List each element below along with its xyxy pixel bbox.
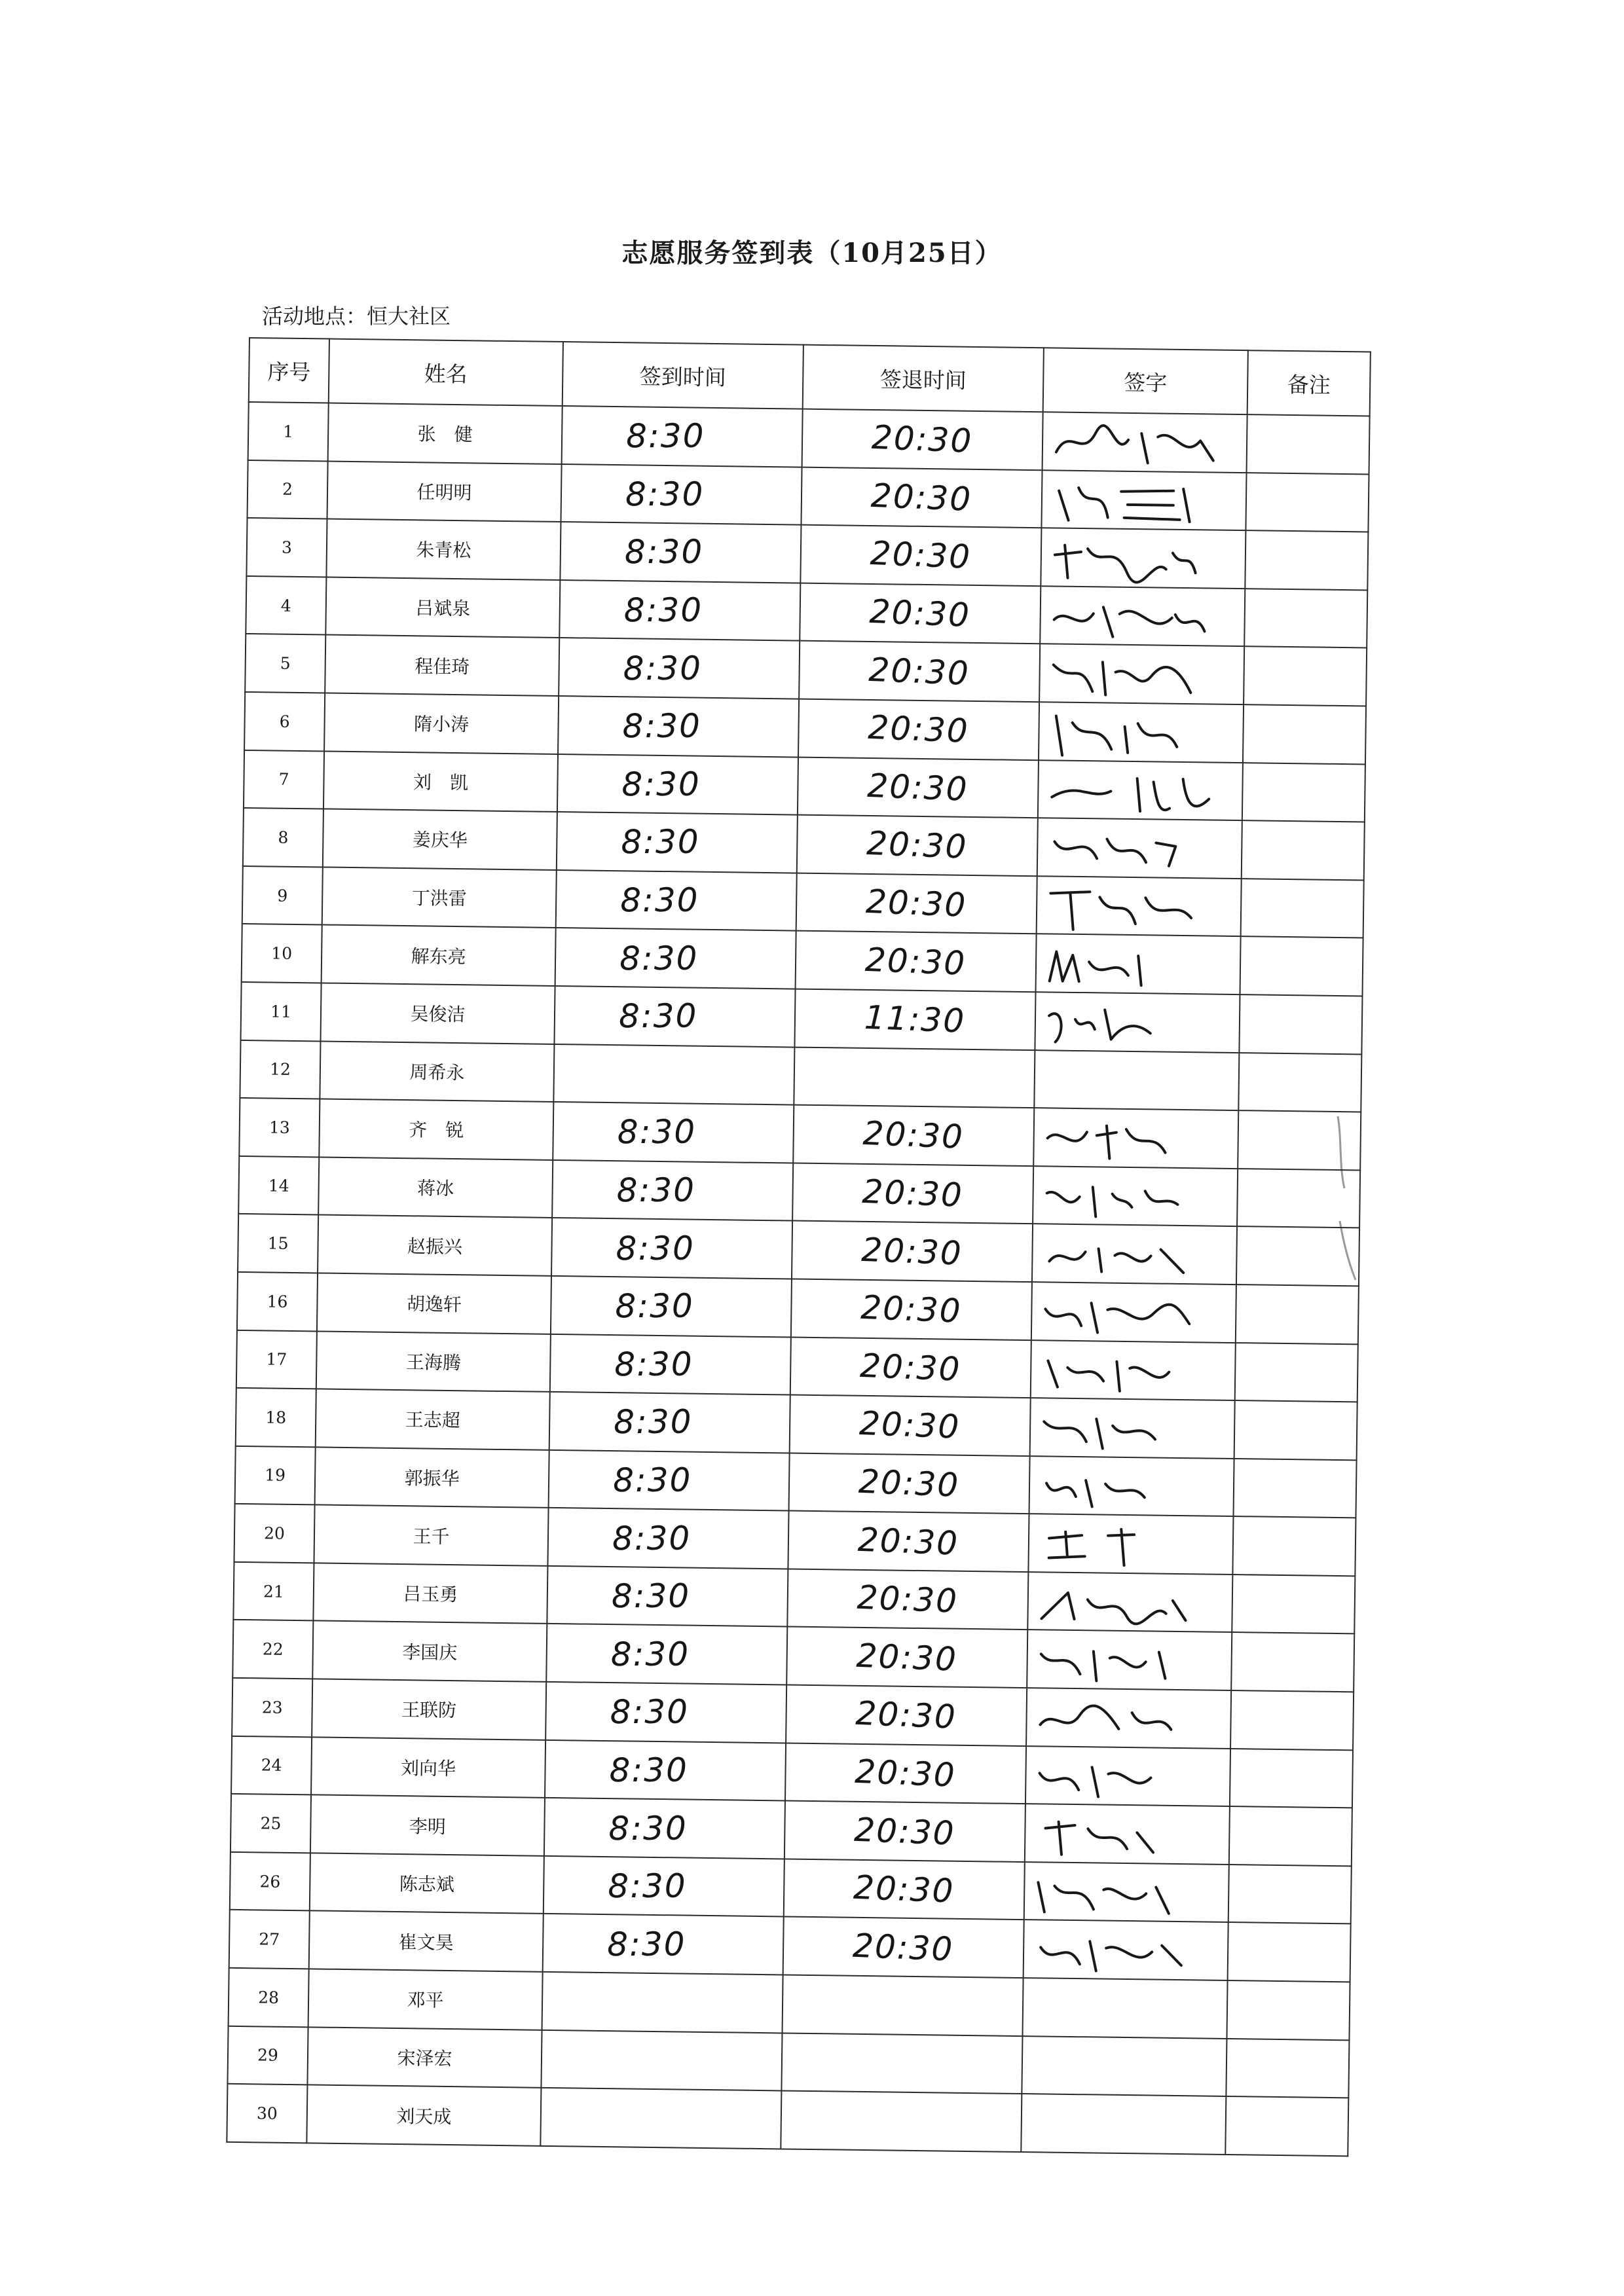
sign-in-cell xyxy=(549,1392,790,1453)
signature-cell xyxy=(1037,818,1242,879)
remark-cell xyxy=(1232,1516,1356,1576)
sign-in-cell xyxy=(544,1798,785,1859)
signature-cell xyxy=(1034,1050,1239,1111)
sign-in-cell xyxy=(545,1740,786,1801)
handwritten-signature xyxy=(1031,1399,1234,1458)
sign-in-cell xyxy=(549,1450,790,1511)
handwritten-signature xyxy=(1041,587,1244,646)
sign-in-time: 8:30 xyxy=(613,1461,692,1500)
remark-cell xyxy=(1240,936,1363,996)
sign-out-time: 20:30 xyxy=(867,708,970,751)
sign-in-cell xyxy=(560,522,801,583)
volunteer-name: 邓平 xyxy=(308,1969,543,2030)
volunteer-name: 胡逸轩 xyxy=(317,1273,551,1334)
sign-in-cell xyxy=(541,2030,782,2090)
sign-out-cell xyxy=(785,1743,1026,1804)
row-number: 20 xyxy=(234,1504,314,1563)
sign-in-time: 8:30 xyxy=(615,1286,695,1326)
sign-in-time: 8:30 xyxy=(621,765,701,804)
remark-cell xyxy=(1243,704,1366,764)
sign-out-cell xyxy=(781,2033,1022,2094)
volunteer-name: 张 健 xyxy=(328,403,563,464)
sign-out-cell xyxy=(783,1975,1024,2035)
sign-out-time: 11:30 xyxy=(864,998,967,1041)
remark-cell xyxy=(1238,1053,1361,1112)
sign-out-time: 20:30 xyxy=(857,1578,959,1620)
handwritten-signature xyxy=(1024,1921,1228,1980)
signature-cell xyxy=(1040,586,1245,647)
sign-out-cell xyxy=(784,1801,1025,1862)
row-number: 5 xyxy=(245,634,325,693)
sign-in-cell xyxy=(555,928,796,989)
sign-in-time: 8:30 xyxy=(614,1345,694,1383)
sign-out-time: 20:30 xyxy=(866,824,969,867)
row-number: 27 xyxy=(229,1910,310,1969)
volunteer-name: 陈志斌 xyxy=(310,1853,544,1914)
sign-in-time: 8:30 xyxy=(625,533,704,572)
handwritten-signature xyxy=(1033,1167,1237,1226)
sign-out-cell xyxy=(788,1511,1029,1572)
sign-out-cell xyxy=(781,2091,1022,2152)
sign-in-time: 8:30 xyxy=(626,417,705,456)
signature-cell xyxy=(1022,1978,1227,2039)
sign-out-time: 20:30 xyxy=(869,592,972,634)
sign-in-time: 8:30 xyxy=(612,1519,692,1558)
sign-in-cell xyxy=(547,1508,788,1569)
header-sign-in: 签到时间 xyxy=(563,342,803,409)
sign-out-cell xyxy=(787,1569,1028,1630)
sign-in-cell xyxy=(543,1914,784,1975)
sign-out-time: 20:30 xyxy=(866,766,970,809)
volunteer-name: 王海腾 xyxy=(316,1331,551,1392)
handwritten-signature xyxy=(1028,1573,1232,1631)
remark-cell xyxy=(1233,1459,1356,1518)
handwritten-signature xyxy=(1032,1283,1236,1341)
sign-in-time: 8:30 xyxy=(607,1925,686,1963)
sign-in-cell xyxy=(545,1682,786,1743)
volunteer-name: 程佳琦 xyxy=(325,635,559,696)
sign-out-time: 20:30 xyxy=(862,1114,965,1157)
signature-cell xyxy=(1038,760,1243,821)
remark-cell xyxy=(1236,1226,1359,1286)
sign-out-cell xyxy=(796,931,1037,992)
remark-cell xyxy=(1235,1343,1358,1402)
sign-out-cell xyxy=(789,1453,1030,1514)
sign-in-cell xyxy=(547,1566,788,1627)
remark-cell xyxy=(1242,820,1365,880)
volunteer-name: 刘向华 xyxy=(311,1737,545,1798)
sign-in-time: 8:30 xyxy=(621,823,701,862)
row-number: 9 xyxy=(242,866,323,925)
handwritten-signature xyxy=(1026,1747,1230,1806)
sign-out-time: 20:30 xyxy=(859,1346,962,1389)
sign-out-cell xyxy=(790,1337,1031,1398)
volunteer-name: 隋小涛 xyxy=(324,693,559,754)
row-number: 15 xyxy=(238,1214,318,1273)
sign-out-cell xyxy=(796,873,1037,934)
handwritten-signature xyxy=(1037,935,1240,994)
sign-in-cell xyxy=(542,1972,783,2033)
sign-in-time: 8:30 xyxy=(610,1635,690,1673)
sign-in-time: 8:30 xyxy=(610,1692,690,1732)
row-number: 21 xyxy=(233,1562,314,1621)
sign-out-cell xyxy=(791,1279,1032,1339)
volunteer-name: 刘 凯 xyxy=(323,751,558,812)
handwritten-signature xyxy=(1031,1341,1235,1400)
row-number: 24 xyxy=(231,1736,312,1795)
handwritten-signature xyxy=(1029,1515,1232,1574)
handwritten-signature xyxy=(1041,529,1245,588)
remark-cell xyxy=(1239,994,1362,1054)
sign-out-cell xyxy=(783,1917,1024,1978)
handwritten-signature xyxy=(1033,1225,1236,1284)
sign-in-time: 8:30 xyxy=(620,881,700,920)
remark-cell xyxy=(1232,1575,1355,1634)
row-number: 17 xyxy=(236,1330,317,1389)
handwritten-signature xyxy=(1034,1109,1238,1168)
handwritten-signature xyxy=(1043,413,1247,472)
remark-cell xyxy=(1230,1690,1354,1750)
signature-cell xyxy=(1041,470,1246,531)
row-number: 30 xyxy=(227,2084,307,2143)
volunteer-name: 蒋冰 xyxy=(318,1157,553,1218)
handwritten-signature xyxy=(1025,1805,1229,1864)
sign-out-time: 20:30 xyxy=(854,1752,957,1795)
handwritten-signature xyxy=(1040,645,1244,704)
remark-cell xyxy=(1226,2039,1349,2098)
remark-cell xyxy=(1237,1169,1360,1228)
sign-in-time: 8:30 xyxy=(619,996,698,1036)
row-number: 13 xyxy=(239,1098,320,1157)
remark-cell xyxy=(1244,647,1367,706)
sign-out-time: 20:30 xyxy=(853,1868,955,1910)
remark-cell xyxy=(1234,1400,1357,1460)
row-number: 16 xyxy=(237,1272,318,1331)
volunteer-name: 周希永 xyxy=(320,1041,554,1102)
sign-in-cell xyxy=(551,1218,792,1279)
row-number: 1 xyxy=(248,402,329,461)
sign-in-cell xyxy=(551,1276,792,1337)
volunteer-name: 任明明 xyxy=(327,461,562,522)
row-number: 25 xyxy=(231,1794,311,1853)
row-number: 2 xyxy=(248,460,328,519)
sign-in-time: 8:30 xyxy=(619,939,699,977)
sign-in-cell xyxy=(559,638,800,699)
volunteer-name: 李明 xyxy=(310,1795,545,1856)
remark-cell xyxy=(1238,1110,1361,1170)
handwritten-signature xyxy=(1039,761,1242,820)
row-number: 6 xyxy=(244,692,325,751)
signature-cell xyxy=(1025,1804,1230,1865)
volunteer-name: 郭振华 xyxy=(315,1447,549,1508)
sign-out-time: 20:30 xyxy=(852,1926,955,1969)
volunteer-name: 解东亮 xyxy=(322,925,556,986)
attendance-table xyxy=(226,337,1371,2157)
signature-cell xyxy=(1025,1746,1230,1807)
sign-in-time: 8:30 xyxy=(608,1809,688,1848)
sign-out-cell xyxy=(797,815,1038,876)
remark-cell xyxy=(1229,1806,1352,1866)
sign-out-time: 20:30 xyxy=(870,476,973,519)
volunteer-name: 吕玉勇 xyxy=(313,1563,547,1624)
sign-out-cell xyxy=(790,1395,1031,1456)
signature-cell xyxy=(1031,1340,1236,1401)
signature-cell xyxy=(1031,1282,1236,1343)
signature-cell xyxy=(1028,1514,1233,1575)
handwritten-signature xyxy=(1035,993,1239,1051)
sign-in-cell xyxy=(552,1160,793,1221)
sign-in-cell xyxy=(546,1624,787,1685)
sign-in-cell xyxy=(561,464,802,525)
row-number: 11 xyxy=(241,982,322,1041)
volunteer-name: 吴俊洁 xyxy=(321,983,555,1044)
sign-in-time: 8:30 xyxy=(616,1171,696,1210)
handwritten-signature xyxy=(1027,1631,1231,1690)
remark-cell xyxy=(1247,414,1370,474)
remark-cell xyxy=(1225,2096,1348,2156)
sign-out-time: 20:30 xyxy=(858,1404,961,1447)
row-number: 22 xyxy=(232,1620,313,1679)
row-number: 10 xyxy=(242,924,322,983)
remark-cell xyxy=(1228,1922,1351,1982)
row-number: 12 xyxy=(240,1040,320,1099)
sign-in-time: 8:30 xyxy=(624,591,703,630)
signature-cell xyxy=(1043,412,1247,473)
sign-out-time: 20:30 xyxy=(856,1636,959,1679)
remark-cell xyxy=(1245,530,1368,590)
signature-cell xyxy=(1024,1862,1229,1923)
sign-out-time: 20:30 xyxy=(860,1288,963,1330)
signature-cell xyxy=(1036,934,1241,995)
sign-out-cell xyxy=(799,641,1040,702)
remark-cell xyxy=(1241,879,1364,938)
sign-out-cell xyxy=(793,1105,1034,1166)
volunteer-name: 王联防 xyxy=(312,1679,546,1740)
signature-cell xyxy=(1027,1630,1232,1691)
row-number: 28 xyxy=(229,1968,309,2027)
volunteer-name: 王志超 xyxy=(316,1389,550,1450)
signature-cell xyxy=(1027,1572,1232,1633)
header-remark: 备注 xyxy=(1247,350,1371,416)
sign-out-cell xyxy=(798,699,1039,760)
row-number: 23 xyxy=(232,1678,312,1737)
signature-cell xyxy=(1029,1456,1234,1517)
sign-in-cell xyxy=(557,754,798,815)
volunteer-name: 齐 锐 xyxy=(319,1099,553,1160)
sign-out-time: 20:30 xyxy=(870,534,972,577)
volunteer-name: 王千 xyxy=(314,1505,548,1566)
remark-cell xyxy=(1236,1285,1359,1344)
row-number: 26 xyxy=(230,1852,310,1911)
header-signature: 签字 xyxy=(1043,348,1248,414)
remark-cell xyxy=(1242,763,1365,822)
remark-cell xyxy=(1244,589,1367,648)
sign-out-cell xyxy=(784,1859,1025,1920)
signature-cell xyxy=(1035,992,1240,1053)
handwritten-signature xyxy=(1027,1688,1230,1747)
page-title: 志愿服务签到表（10月25日） xyxy=(621,238,1003,268)
signature-cell xyxy=(1024,1920,1228,1981)
sign-out-time: 20:30 xyxy=(864,940,967,983)
volunteer-name: 朱青松 xyxy=(326,519,561,580)
signature-cell xyxy=(1021,2094,1226,2155)
handwritten-signature xyxy=(1038,819,1242,878)
volunteer-name: 姜庆华 xyxy=(323,809,557,870)
remark-cell xyxy=(1231,1632,1354,1692)
sign-out-time: 20:30 xyxy=(857,1520,960,1563)
volunteer-name: 丁洪雷 xyxy=(322,867,557,928)
row-number: 14 xyxy=(238,1156,319,1215)
sign-out-time: 20:30 xyxy=(860,1230,964,1273)
sign-out-time: 20:30 xyxy=(868,650,971,693)
sign-in-cell xyxy=(553,1044,794,1104)
row-number: 4 xyxy=(246,576,326,635)
volunteer-name: 刘天成 xyxy=(306,2085,541,2146)
row-number: 7 xyxy=(244,750,324,809)
row-number: 8 xyxy=(243,808,323,867)
sign-in-cell xyxy=(540,2088,781,2149)
row-number: 3 xyxy=(246,518,327,577)
sign-in-cell xyxy=(562,406,803,467)
signature-cell xyxy=(1033,1108,1238,1169)
volunteer-name: 李国庆 xyxy=(312,1621,547,1682)
sign-out-time: 20:30 xyxy=(871,418,974,461)
sign-out-cell xyxy=(801,467,1042,528)
sign-out-time: 20:30 xyxy=(853,1810,957,1853)
sign-in-time: 8:30 xyxy=(608,1867,688,1906)
sign-in-cell xyxy=(557,812,798,873)
sign-out-cell xyxy=(802,409,1043,470)
signature-cell xyxy=(1039,644,1244,705)
signature-cell xyxy=(1039,702,1244,763)
signature-cell xyxy=(1033,1166,1238,1227)
sign-out-cell xyxy=(786,1627,1027,1688)
sign-in-cell xyxy=(550,1334,791,1394)
header-name: 姓名 xyxy=(329,339,563,406)
signature-cell xyxy=(1026,1688,1231,1749)
sign-in-time: 8:30 xyxy=(623,649,703,687)
sign-in-cell xyxy=(559,580,800,641)
remark-cell xyxy=(1227,1980,1350,2040)
sign-out-time: 20:30 xyxy=(862,1172,965,1214)
handwritten-signature xyxy=(1037,877,1241,936)
sign-out-cell xyxy=(794,1047,1035,1108)
header-no: 序号 xyxy=(249,338,329,403)
sign-in-time: 8:30 xyxy=(618,1113,697,1152)
remark-cell xyxy=(1230,1749,1353,1808)
volunteer-name: 宋泽宏 xyxy=(307,2027,542,2088)
sign-out-cell xyxy=(792,1163,1033,1224)
sign-out-cell xyxy=(786,1685,1027,1746)
sign-out-cell xyxy=(792,1221,1033,1282)
sign-in-cell xyxy=(554,986,795,1047)
sign-out-time: 20:30 xyxy=(858,1462,961,1504)
sign-in-cell xyxy=(544,1856,784,1917)
row-number: 29 xyxy=(227,2026,308,2085)
header-sign-out: 签退时间 xyxy=(803,345,1044,412)
sign-out-cell xyxy=(794,989,1035,1050)
signature-cell xyxy=(1030,1398,1235,1459)
sign-out-cell xyxy=(800,525,1041,586)
sign-in-time: 8:30 xyxy=(614,1402,693,1442)
volunteer-name: 崔文昊 xyxy=(309,1911,544,1972)
row-number: 18 xyxy=(236,1388,316,1447)
sign-in-time: 8:30 xyxy=(625,475,705,514)
sign-in-time: 8:30 xyxy=(622,706,702,746)
sign-out-time: 20:30 xyxy=(865,882,968,924)
sign-in-time: 8:30 xyxy=(612,1576,691,1616)
handwritten-signature xyxy=(1039,702,1243,761)
sign-out-cell xyxy=(800,583,1041,644)
activity-location: 活动地点：恒大社区 xyxy=(262,304,451,329)
signature-cell xyxy=(1032,1224,1237,1285)
sign-in-cell xyxy=(558,696,799,757)
signature-cell xyxy=(1022,2036,1227,2097)
sign-out-cell xyxy=(798,757,1039,818)
remark-cell xyxy=(1228,1865,1352,1924)
handwritten-signature xyxy=(1042,471,1246,530)
sign-in-time: 8:30 xyxy=(616,1229,695,1267)
volunteer-name: 吕斌泉 xyxy=(325,577,560,638)
row-number: 19 xyxy=(235,1446,316,1505)
volunteer-name: 赵振兴 xyxy=(318,1215,552,1276)
sign-in-time: 8:30 xyxy=(609,1751,689,1790)
signature-cell xyxy=(1037,876,1242,937)
sign-in-cell xyxy=(556,870,797,931)
sign-out-time: 20:30 xyxy=(855,1694,958,1737)
handwritten-signature xyxy=(1025,1863,1228,1922)
signature-cell xyxy=(1041,528,1246,589)
handwritten-signature xyxy=(1030,1457,1234,1516)
sign-in-cell xyxy=(553,1102,794,1163)
remark-cell xyxy=(1246,473,1369,532)
